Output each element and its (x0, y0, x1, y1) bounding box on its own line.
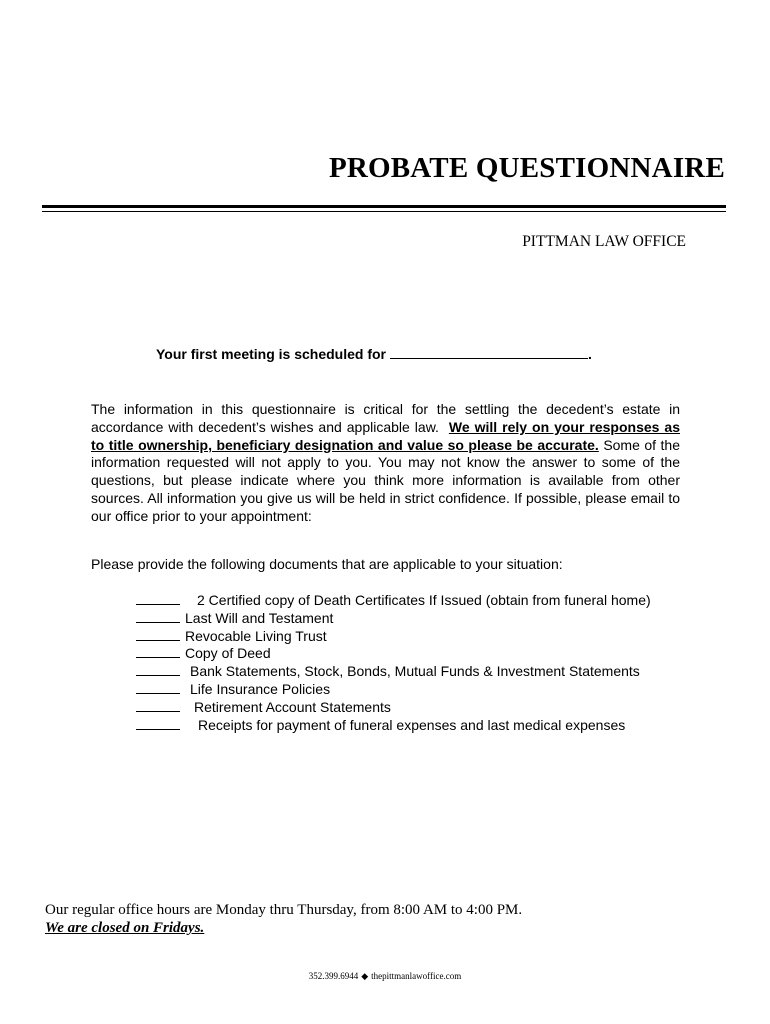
checkbox-blank-line[interactable] (136, 699, 180, 712)
checklist-item-label: Revocable Living Trust (185, 627, 327, 644)
closed-notice: We are closed on Fridays. (45, 920, 205, 936)
checkbox-blank-line[interactable] (136, 717, 180, 730)
checkbox-blank-line[interactable] (136, 628, 180, 641)
footer-contact (0, 971, 770, 982)
meeting-label: Your first meeting is scheduled for (156, 346, 387, 362)
checklist-item (136, 717, 651, 735)
meeting-period: . (588, 346, 592, 362)
intro-paragraph (91, 401, 680, 526)
document-checklist (136, 592, 651, 734)
checklist-item-label: Bank Statements, Stock, Bonds, Mutual Funds & Investment Statements (190, 663, 640, 680)
meeting-date-blank[interactable] (390, 346, 588, 359)
checklist-item (136, 610, 651, 628)
checkbox-blank-line[interactable] (136, 663, 180, 676)
checklist-item (136, 681, 651, 699)
checkbox-blank-line[interactable] (136, 681, 180, 694)
footer-phone: 352.399.6944 (308, 971, 359, 981)
intro-text-part1: The information in this questionnaire is critical for the settling the decedent’s estate in accordance with decedent’s wishes and applicable law. (91, 401, 680, 435)
checklist-item (136, 699, 651, 717)
checkbox-blank-line[interactable] (136, 610, 180, 623)
document-title: PROBATE QUESTIONNAIRE (328, 152, 725, 184)
checkbox-blank-line[interactable] (136, 645, 180, 658)
checklist-item (136, 628, 651, 646)
intro-text-part2: Some of the information requested will not apply to you. You may not know the answer to some of the questions, but please indicate where you think more information is available from other sources. All information you give us will be held in strict confidence. If possible, please email to our office prior to your appointment: (91, 436, 681, 524)
title-rule-thick (42, 205, 726, 208)
title-rule-thin (42, 211, 726, 212)
checklist-item (136, 645, 651, 663)
checklist-item-label: Receipts for payment of funeral expenses and last medical expenses (198, 716, 626, 733)
checklist-item-label: 2 Certified copy of Death Certificates If Issued (obtain from funeral home) (197, 592, 651, 608)
checklist-item-label: Copy of Deed (185, 645, 271, 662)
checklist-item-label: Life Insurance Policies (190, 680, 331, 697)
checklist-item (136, 592, 651, 610)
checklist-item-label: Last Will and Testament (185, 609, 334, 626)
diamond-separator-icon: ◆ (361, 971, 369, 981)
meeting-schedule-line (156, 346, 592, 362)
intro-emphasis: We will rely on your responses as to title ownership, beneficiary designation and value so please be accurate. (91, 418, 680, 453)
checklist-item-label: Retirement Account Statements (194, 698, 391, 715)
footer-website: thepittmanlawoffice.com (371, 971, 462, 981)
office-hours: Our regular office hours are Monday thru Thursday, from 8:00 AM to 4:00 PM. (45, 902, 523, 918)
documents-intro: Please provide the following documents that are applicable to your situation: (91, 556, 563, 572)
checklist-item (136, 663, 651, 681)
checkbox-blank-line[interactable] (136, 592, 180, 605)
firm-name: PITTMAN LAW OFFICE (522, 233, 686, 250)
